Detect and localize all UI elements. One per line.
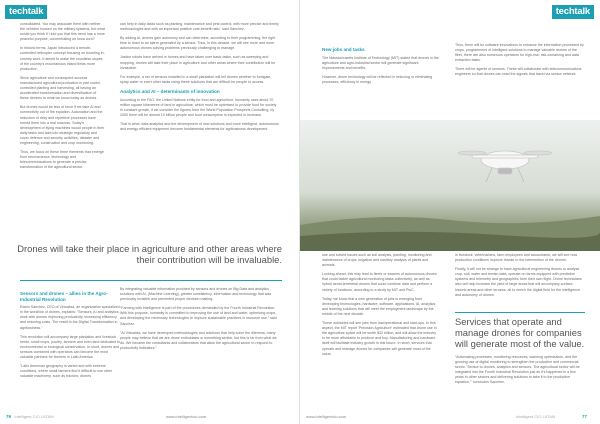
paragraph: Finally, it will not be strange to have agricultural engineering drones to analyse crop, soil, water and terrain data, operate on farms equipped with predictive systems and telemetry and geographies from their own flight. Drone technicians also will help increase the yield of large areas that will accompany surface, historic areas and other terrains, all to enrich the digital field for the intelligence and autonomy of drones.	[455, 267, 582, 297]
paragraph: "Farming with intelligence is part of the procedures demanded by the Fourth Industrial Revolution. With this purpose, humanity is committed to improving the use of land and water, optimizing crops, and developing the necessary technologies to improve sustainable practices in resource use," said Sanchez.	[120, 306, 277, 326]
paragraph: use and solved issues such as soil analysis, planting, monitoring and maintenance of crops, irrigation and sanitary analysis of plants and animals.	[322, 253, 432, 268]
paragraph: However, drone technology will be reflected in reducing or eliminating processes, efficiency in energy	[322, 74, 433, 84]
left-pull-quote-rule	[20, 280, 282, 281]
right-page-lower	[300, 0, 600, 424]
paragraph: consolidated. You may associate them with neither the vehicles housed on the military systems, but what would you think if I told you that this trend has a more peaceful purpose, concentrating on Iowa corn?	[20, 22, 105, 42]
paragraph: Since agriculture and consequent success manufactured agricultural production is part contol, controlled planting and harvesting, all having an accelerated transformation and diversification of these devices to what we know today as drones.	[20, 75, 101, 101]
left-column-2	[120, 22, 280, 234]
techtalk-logo-right: techtalk	[552, 5, 594, 19]
section-heading: Analytics and AI – determinants of innovation	[120, 88, 220, 94]
left-pull-quote	[6, 243, 282, 265]
paragraph: in livestock, veterinarians, farm employees and accountants; we will see how production conditions improve thanks to the intervention of the drones.	[455, 253, 578, 263]
paragraph: These industries will see jobs from low/operational and start-ups. In this aspect, the MIT report 'Precision Agriculture' estimated that drone use in the agriculture space will be worth $32 billion, and will allow the industry to be more affordable to produce and buy. Manufacturing and hardware itself will facilitate industry growth in this future. In short, services that operate and manage drones for companies will generate most of the value.	[322, 321, 437, 356]
right-pull-quote-rule-top	[455, 312, 585, 313]
right-pull-quote	[455, 316, 585, 349]
right-column-2-lower	[455, 253, 585, 313]
paragraph: By integrating valuable information provided by sensors and drones on Big Data and analytics solutions with AI, (Machine Learning), greater consistency, information and technology that was previously invisible and prevented proper decision making.	[120, 287, 272, 302]
left-page	[0, 0, 299, 424]
left-column-2-lower	[120, 287, 280, 411]
section-heading: New jobs and tasks	[322, 47, 365, 52]
left-column-1	[20, 22, 105, 177]
right-issue-label: Intelligent CIO LATAM	[516, 414, 556, 419]
paragraph: Looking ahead, this may lead to fleets or swarms of autonomous drones that could tackle agricultural monitoring tasks collectively, as well as hybrid aerial-terrestrial drones that could combine data and perform a variety of functions, according to a study by MIT and PwC.	[322, 272, 437, 292]
left-footer-url[interactable]: www.intelligentcio.com	[166, 414, 207, 419]
left-page-number: 76	[6, 414, 12, 419]
paragraph: For example, a set of sensors installed in a small plantation will tell drones whether to fumigate, spray water or exert other tasks using these solutions that are difficult for people to access.	[120, 74, 272, 84]
paragraph: That is when data analytics and the development of new solutions and more intelligent, autonomous and energy-efficient equipment become fundamental elements for agribusiness development.	[120, 121, 279, 131]
paragraph: But drones would be less of force if we take AI and connectivity out of the equation. Automation and the reduction of risky and repetitive processes have turned them into a real success. Today's development of flying machines would people in their daily tasks and take into strategic regulatory and cover defence and security activities, disaster and engineering, construction and crop monitoring.	[20, 105, 105, 145]
paragraph: Thus, there will be software innovations to enhance the information processed by crops, programmers of intelligent solutions to manage valuable drones of the fleet, there are also numerous operators for high-risk, risk-containing and data extraction tasks.	[455, 43, 584, 63]
paragraph: Edwin Sanchez, CEO of Virtualiza, an organization specialized in the workflow of drones, explains: "Sensors, AI and analytics, work with drones improving productivity, increasing efficiency and reducing costs. The result is the Digital Transformation in agribusiness."	[20, 305, 120, 330]
left-footer	[6, 410, 294, 424]
right-column-1-lower	[322, 253, 440, 411]
paragraph: By adding AI, drones gain autonomy and can determine, according to their programming, the right time to react to an alarm generated by a sensor. Thus, in this decade, we will see more and more autonomous drones solving problems previously challenging to manage.	[120, 36, 276, 51]
paragraph: Justice robots have arrived in homes and have taken over basic tasks, such as sweeping and mopping, drones will take their place in agriculture and other areas where their contribution will be invaluable.	[120, 55, 276, 70]
paragraph: "Latin American geography is varied and with extreme conditions, where small farmers find it difficult to use other valuable machinery, such as tractors; drones	[20, 364, 113, 379]
paragraph: The Massachusetts Institute of Technology (MIT) stated that drones in the agriculture and agro-industrial sector will generate significant improvements and benefits.	[322, 55, 439, 70]
right-page-number: 77	[582, 414, 588, 419]
paragraph: According to the FAO, the United Nations entity for food and agriculture, humanity uses about 70 million square kilometres of land in agriculture, which must be optimised to provide food for society in constant growth, if we consider the figures from the World Population Prospects Consulting, by 2050 there will be almost 10 billion people and food consumption is expected to increase.	[120, 97, 277, 117]
right-pull-quote-text: Services that operate and manage drones for companies will generate most of the value.	[455, 316, 585, 349]
section-heading: Sensors and drones – allies in the Agro-Industrial Revolution	[20, 291, 108, 302]
paragraph: This revolution will accompany large plantation and livestock herds, small crops, poultry, farmers and even land dedicated to environmental or ecological conservation. In short, drones and sensors combined with operators can become the most valuable partners for farmers in Latin America.	[20, 334, 120, 360]
paragraph: Today, we know that a new generation of jobs is emerging from developing technologies, hardware, software, applications, AI, analytics and learning solutions that will meet the employment landscape by the middle of the next decade.	[322, 296, 436, 316]
paragraph: "Automating processes, monitoring resources, warming optimization, and the growing use of digital monitoring to strengthen the productive and commercial sector. 'Sensor to drones, analytics and sensors. The agricultural sector will be integrated into the Fourth Industrial Revolution just as it's happened in a few years in other sectors and delivering solutions to take it to the productive equation,'" concludes Sanchez.	[455, 355, 580, 385]
paragraph: Thus, we focus on these three elements that emerge from neuroscience, technology and telecommunications to generate a precise transformation of the agricultural sector.	[20, 150, 104, 170]
paragraph: "At Virtualiza, we have developed methodologies and solutions that help solve the dilemma, many people may believe that we are drone enthusiasts or something similar, but this is far from what we do. We became the consultants and collaborators that allow the agricultural sector to respond to productivity indicators."	[120, 330, 277, 350]
right-footer	[306, 410, 594, 424]
paragraph: can help in daily tasks such as planting, maintenance and pest control, with more precise and timely methodologies and with an important positive cost-benefit ratio,' said Sanchez.	[120, 22, 279, 32]
paragraph: In historic terms, Japan introduced a remote-controlled helicopter concept focusing on boosting in-country work. It aimed to make the countless slopes of the country's mountainous inland fields more productive.	[20, 46, 105, 71]
techtalk-logo: techtalk	[5, 5, 47, 19]
left-pull-quote-text: Drones will take their place in agriculture and other areas where their contribution will be invaluable.	[17, 243, 282, 265]
right-footer-url[interactable]: www.intelligentcio.com	[306, 414, 347, 419]
paragraph: There will be agents of sensors. These will collaborate with telecommunications engineers so that drones can read the signals that travel via sensor network.	[455, 67, 582, 77]
left-column-1-lower	[20, 287, 120, 411]
left-issue-label: Intelligent CIO LATAM	[14, 414, 54, 419]
right-column-2-tail	[455, 355, 585, 411]
